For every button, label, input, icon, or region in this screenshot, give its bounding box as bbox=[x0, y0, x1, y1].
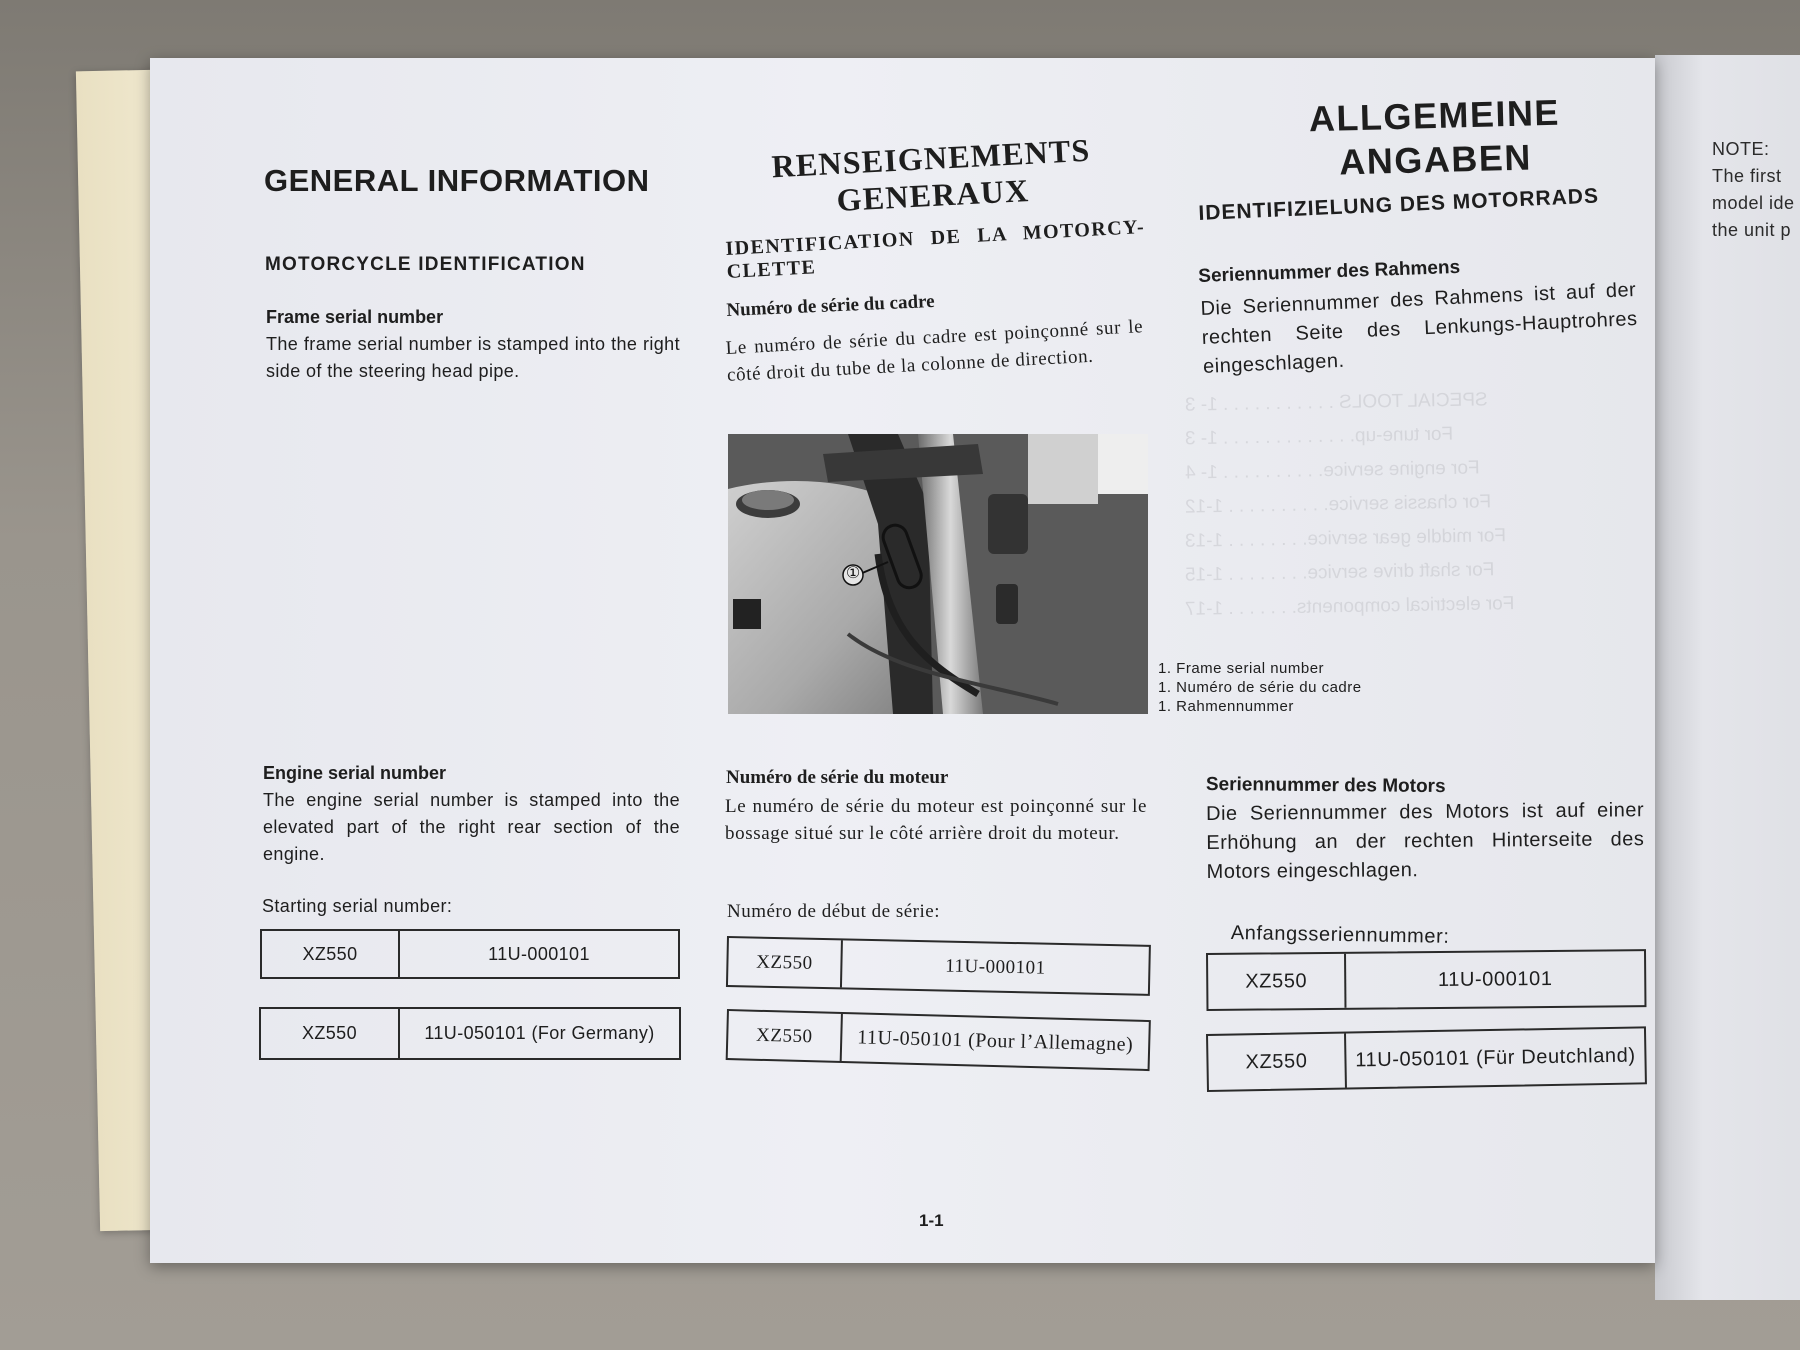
motorcycle-steering-head-image bbox=[728, 434, 1148, 714]
english-serial-table-1 bbox=[260, 929, 680, 979]
french-starting-label: Numéro de début de série: bbox=[727, 901, 940, 922]
french-frame-text: Le numéro de série du cadre est poinçonné sur le côté droit du tube de la colonne de direction. bbox=[725, 316, 1144, 386]
note-line: The first bbox=[1712, 166, 1782, 186]
french-serial-table-1 bbox=[726, 936, 1151, 996]
french-engine-text: Le numéro de série du moteur est poinçonné sur le bossage situé sur le côté arrière droit du moteur. bbox=[725, 796, 1147, 844]
german-frame-heading: Seriennummer des Rahmens bbox=[1198, 256, 1461, 287]
german-frame-text: Die Seriennummer des Rahmens ist auf der rechten Seite des Lenkungs-Hauptrohres eingeschlagen. bbox=[1200, 278, 1638, 378]
callout-marker: ① bbox=[845, 563, 861, 582]
english-frame-heading: Frame serial number bbox=[266, 307, 444, 327]
page-number: 1-1 bbox=[919, 1211, 944, 1230]
english-frame-text: The frame serial number is stamped into the right side of the steering head pipe. bbox=[266, 334, 680, 381]
bleed-line: For tune-up. . . . . . . . . . . . . 1- 3 bbox=[1184, 423, 1454, 450]
bleed-line: For middle gear service. . . . . . . . 1-13 bbox=[1184, 525, 1507, 552]
note-line: model ide bbox=[1712, 193, 1795, 213]
french-title-line1: RENSEIGNEMENTS bbox=[770, 131, 1092, 185]
caption-english: 1. Frame serial number bbox=[1158, 660, 1325, 677]
bleed-line: For electrical components. . . . . . . 1-17 bbox=[1184, 593, 1515, 620]
figure-captions bbox=[1158, 659, 1362, 716]
french-engine-heading: Numéro de série du moteur bbox=[726, 767, 949, 788]
german-title-line2: ANGABEN bbox=[1338, 136, 1533, 183]
serial-cell: 11U-000101 bbox=[488, 943, 590, 964]
german-title-line1: ALLGEMEINE bbox=[1308, 91, 1561, 140]
english-starting-label: Starting serial number: bbox=[262, 896, 453, 916]
german-subtitle: IDENTIFIZIELUNG DES MOTORRADS bbox=[1198, 184, 1600, 225]
german-serial-table-2 bbox=[1206, 1026, 1647, 1092]
english-title: GENERAL INFORMATION bbox=[264, 163, 650, 198]
french-subtitle-line1: IDENTIFICATION DE LA MOTORCY- bbox=[725, 216, 1146, 260]
model-cell: XZ550 bbox=[261, 1009, 400, 1058]
caption-french: 1. Numéro de série du cadre bbox=[1158, 679, 1362, 696]
bleed-line: SPECIAL TOOLS . . . . . . . . . . . 1- 3 bbox=[1184, 389, 1488, 416]
french-frame-heading: Numéro de série du cadre bbox=[726, 290, 935, 321]
german-title bbox=[1274, 90, 1596, 186]
note-label: NOTE: bbox=[1712, 139, 1770, 159]
english-engine-text: The engine serial number is stamped into the elevated part of the right rear section of the engine. bbox=[263, 790, 680, 864]
model-cell: XZ550 bbox=[728, 1011, 843, 1061]
serial-cell: 11U-050101 (Pour l’Allemagne) bbox=[857, 1026, 1134, 1056]
model-cell: XZ550 bbox=[728, 938, 843, 987]
serial-cell: 11U-050101 (For Germany) bbox=[424, 1023, 655, 1043]
frame-serial-photo bbox=[728, 434, 1148, 714]
english-engine-heading: Engine serial number bbox=[263, 763, 447, 783]
german-engine-heading: Seriennummer des Motors bbox=[1205, 774, 1446, 798]
caption-german: 1. Rahmennummer bbox=[1158, 698, 1294, 715]
bleed-line: For engine service. . . . . . . . . . 1- 4 bbox=[1184, 457, 1480, 484]
note-line: the unit p bbox=[1712, 220, 1792, 240]
french-title-line2: GENERAUX bbox=[835, 171, 1031, 218]
next-page-note bbox=[1712, 136, 1800, 244]
german-engine-text: Die Seriennummer des Motors ist auf einer Erhöhung an der rechten Hinterseite des Motors eingeschlagen. bbox=[1206, 799, 1645, 883]
french-subtitle-line2: CLETTE bbox=[726, 256, 817, 283]
model-cell: XZ550 bbox=[1208, 954, 1346, 1009]
english-subtitle: MOTORCYCLE IDENTIFICATION bbox=[265, 254, 586, 275]
serial-cell: 11U-000101 bbox=[1437, 967, 1553, 991]
serial-cell: 11U-050101 (Für Deutchland) bbox=[1355, 1044, 1636, 1071]
bleed-line: For chassis service. . . . . . . . . . 1-12 bbox=[1184, 491, 1492, 518]
german-serial-table-1 bbox=[1206, 949, 1646, 1011]
serial-cell: 11U-000101 bbox=[945, 955, 1046, 979]
english-serial-table-2 bbox=[259, 1007, 681, 1060]
model-cell: XZ550 bbox=[1208, 1034, 1347, 1090]
model-cell: XZ550 bbox=[262, 931, 400, 977]
bleed-line: For shaft drive service. . . . . . . . 1-15 bbox=[1184, 559, 1495, 586]
german-starting-label: Anfangsseriennummer: bbox=[1230, 922, 1450, 948]
